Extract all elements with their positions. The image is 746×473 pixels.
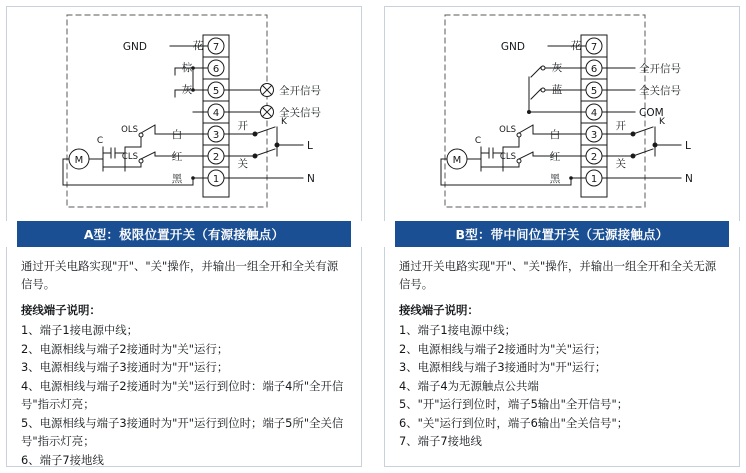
wire-label-hua-a: 花 <box>192 40 204 52</box>
panel-a-terminal-list <box>21 321 347 469</box>
terminal-7-a: 7 <box>212 42 220 53</box>
wiring-diagram-b <box>385 7 739 219</box>
line-n-b: N <box>685 173 693 185</box>
panel-b-subhead: 接线端子说明： <box>399 302 479 317</box>
gnd-label-a: GND <box>122 41 147 53</box>
wire-label-zong-a: 棕 <box>181 62 193 74</box>
panel-a-subhead: 接线端子说明： <box>21 302 101 317</box>
terminal-1-b: 1 <box>590 174 598 185</box>
terminal-4-b: 4 <box>590 108 598 119</box>
signal-com-b: COM <box>639 107 664 119</box>
list-item: 4、端子4为无源触点公共端 <box>399 378 539 393</box>
list-item: 5、"开"运行到位时，端子5输出"全开信号"； <box>399 397 629 412</box>
line-n-a: N <box>307 173 315 185</box>
terminal-2-a: 2 <box>212 152 220 163</box>
list-item: 6、"关"运行到位时，端子6输出"全关信号"； <box>399 415 629 430</box>
switch-open-a: 开 <box>237 120 248 132</box>
wire-label-hei-a: 黑 <box>171 173 183 185</box>
terminal-2-b: 2 <box>590 152 598 163</box>
list-item: 3、电源相线与端子3接通时为"开"运行； <box>399 360 607 375</box>
switch-open-b: 开 <box>615 120 626 132</box>
list-item: 5、电源相线与端子3接通时为"开"运行到位时；端子5所"全关信号"指示灯亮； <box>21 415 344 449</box>
capacitor-label-b: C <box>474 136 482 146</box>
terminal-6-b: 6 <box>590 64 598 75</box>
motor-label-b: M <box>452 155 462 166</box>
panel-b-body <box>385 247 739 457</box>
gnd-label-b: GND <box>500 41 525 53</box>
panel-a-body <box>7 247 361 473</box>
list-item: 2、电源相线与端子2接通时为"关"运行； <box>399 341 607 356</box>
signal-close-b: 全关信号 <box>639 85 681 97</box>
list-item: 6、端子7接地线 <box>21 452 104 467</box>
wire-label-lan-b: 蓝 <box>551 84 563 96</box>
panel-b-title: B型：带中间位置开关（无源接触点） <box>395 221 729 247</box>
list-item: 1、端子1接电源中线； <box>399 323 517 338</box>
panel-a-title: A型：极限位置开关（有源接触点） <box>17 221 351 247</box>
wiring-schematic-b-svg <box>385 7 739 219</box>
wire-label-hong-a: 红 <box>171 151 183 163</box>
panel-a-intro: 通过开关电路实现"开"、"关"操作，并输出一组全开和全关有源信号。 <box>21 259 339 292</box>
ols-label-a: OLS <box>121 125 138 135</box>
panel-type-b <box>384 6 740 467</box>
list-item: 1、端子1接电源中线； <box>21 323 139 338</box>
signal-open-a: 全开信号 <box>279 85 321 97</box>
line-l-b: L <box>685 140 691 152</box>
wire-label-hua-b: 花 <box>570 40 582 52</box>
wire-label-bai-b: 白 <box>549 129 561 141</box>
switch-close-a: 关 <box>237 158 248 170</box>
signal-open-b: 全开信号 <box>639 63 681 75</box>
panel-b-terminal-list <box>399 321 725 450</box>
cls-label-b: CLS <box>499 152 516 162</box>
terminal-4-a: 4 <box>212 108 220 119</box>
terminal-1-a: 1 <box>212 174 220 185</box>
signal-close-a: 全关信号 <box>279 107 321 119</box>
contact-k-b: K <box>659 117 665 127</box>
panel-b-intro: 通过开关电路实现"开"、"关"操作，并输出一组全开和全关无源信号。 <box>399 259 717 292</box>
terminal-3-b: 3 <box>590 130 598 141</box>
wiring-schematic-a-svg <box>7 7 361 219</box>
wire-label-hong-b: 红 <box>549 151 561 163</box>
cls-label-a: CLS <box>121 152 138 162</box>
ols-label-b: OLS <box>499 125 516 135</box>
switch-close-b: 关 <box>615 158 626 170</box>
list-item: 2、电源相线与端子2接通时为"关"运行； <box>21 341 229 356</box>
terminal-3-a: 3 <box>212 130 220 141</box>
wire-label-bai-a: 白 <box>171 129 183 141</box>
terminal-7-b: 7 <box>590 42 598 53</box>
capacitor-label-a: C <box>96 136 104 146</box>
list-item: 7、端子7接地线 <box>399 434 482 449</box>
contact-k-a: K <box>281 117 287 127</box>
panel-type-a <box>6 6 362 467</box>
wire-label-hui-a: 灰 <box>181 84 193 96</box>
wiring-diagram-a <box>7 7 361 219</box>
list-item: 3、电源相线与端子3接通时为"开"运行； <box>21 360 229 375</box>
line-l-a: L <box>307 140 313 152</box>
terminal-5-b: 5 <box>590 86 598 97</box>
terminal-6-a: 6 <box>212 64 220 75</box>
motor-label-a: M <box>74 155 84 166</box>
terminal-5-a: 5 <box>212 86 220 97</box>
wire-label-hui-b: 灰 <box>551 62 563 74</box>
list-item: 4、电源相线与端子2接通时为"关"运行到位时：端子4所"全开信号"指示灯亮； <box>21 378 344 412</box>
wire-label-hei-b: 黑 <box>549 173 561 185</box>
